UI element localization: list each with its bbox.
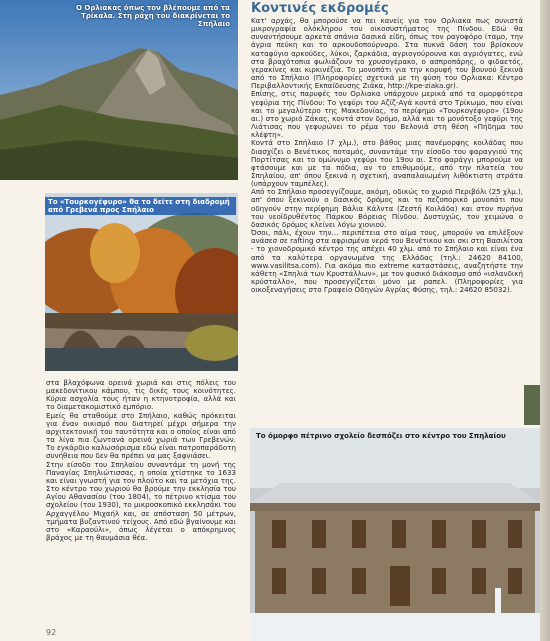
school-photo [250,428,540,641]
article-title: Κοντινές εκδρομές [251,1,389,16]
page-edge [540,0,550,641]
paragraph: Στην είσοδο του Σπηλαίου συναντάμε τη μονή της Παναγίας Σπηλιώτισσας, η οποία χτίστηκε το 1633 και είναι γνωστή για τον πλούτο και τα μετόχια της. Στο κέντρο του χωριού θα βρούμε την εκκλησία του Αγίου Αθανασίου (του 1804), το πέτρινο κτίσμα του σχολείου (του 1930), το μικροσκοπικό εκκλησάκι του Αρχαγγέλου Μιχαήλ και, σε απόσταση 50 μέτρων, τμήματα βυζαντινού τείχους. Από εδώ βγαίνουμε και στο «Καραούλι», όπως λέγεται ο απόκρημνος βράχος με τη θαυμάσια θέα. [46,459,237,542]
bridge-caption: Το «Τουρκογέφυρο» θα το δείτε στη διαδρομή από Γρεβενά προς Σπήλαιο [45,197,236,215]
edge-thumbnail [524,385,540,425]
paragraph: στα βλαχόφωνα ορεινά χωριά και στις πόλεις του μακεδονίτικου κάμπου, τις δικές τους κοινότητες. Κύρια ασχολία τους ήταν η κτηνοτροφία, αλλά και το διαμετακομιστικό εμπόριο. [46,378,236,412]
paragraph: Όσοι, πάλι, έχουν την… περιπέτεια στο αίμα τους, μπορούν να επιλέξουν ανάσεσ σε rafting στα αφρισμένα νερά του Βενέτικου και σκι στη Βασιλίτσα - το χιονοδρομικό κέντρο της απέχει 40 χλμ. από το Σπήλαιο και είναι ένα από τα καλύτερα οργανωμένα της Ελλάδας (τηλ.: 24620 84100, www.vasilitsa.com). Για ακόμα πιο extreme καταστάσεις, αναζητήστε την κάθετη «Σπηλιά των Κρυστάλλων», με τον φυσικό διάκοσμο από «ισλανδική κρύσταλλο», που προσεγγίζεται μόνο με ραπελ. (Πληροφορίες για οικοξεναγήσεις στο Γραφείο Οδηγών Αγρίας Φύσης, τηλ.: 24620 85032). [251,228,523,295]
paragraph: Κατ' αρχάς, θα μπορούσε να πει κανείς για τον Ορλιακα πως συνιστά μικρογραφία ολόκληρου του οικοσυστήματος της Πίνδου. Εδώ θα συναντήσουμε αρκετά σπάνια δασικά είδη, όπως τον ραγοφόρο ίταμο, την άγρια πεύκη και το αρκουδοπούρναρο. Στα πυκνά δάση του βρίσκουν καταφύγιο αρκούδες, λύκοι, ζαρκάδια, αγριογούρουνα και αγριόγατες, ενώ στα βραχότοπια φωλιάζουν το χρυσογέρακο, ο ασπροπάρης, ο φιδαετός, γερακίνες και κιρκινέζια. Το μονοπάτι για την κορυφή του βουνού ξεκινά από το Σπήλαιο (Πληροφορίες σχετικά με τη φύση του Ορλιακα: Κέντρο Περιβαλλοντικής Εκπαίδευσης Ζιάκα, http://kpe-ziaka.gr). [251,16,523,91]
left-column [46,379,236,542]
mountain-caption: Ο Ορλιακας όπως τον βλέπουμε από τα Τρίκαλα. Στη ράχη του διακρίνεται το Σπήλαιο [76,4,230,28]
page-number: 92 [46,628,57,637]
right-column [251,17,523,294]
school-caption: Το όμορφο πέτρινο σχολείο δεσπόζει στο κέντρο του Σπηλαίου [256,432,506,440]
paragraph: Κοντά στο Σπήλαιο (7 χλμ.), στο βάθος μιας πανέμορφης κοιλάδας που διασχίζει ο Βενέτικος ποταμός, συναντάμε την είσοδο του φαραγγιού της Πορτίτσας και το ομώνυμο γεφύρι του 19ου αι. Στο φαράγγι μπορούμε να φτάσουμε και με τα πόδια, αν το επιθυμούμε, από την πλατεία του Σπηλαίου, απ' όπου ξεκινά η σχετική, αναπαλαιωμένη λιθόκτιστη στράτα (υπάρχουν ταμπέλες). [251,138,523,189]
paragraph: Εμείς θα σταθούμε στο Σπήλαιο, καθώς πρόκειται για έναν οικισμό που διατηρεί μέχρι σήμερα την αρχιτεκτονική του ταυτότητα και ο οποίος είναι από τα λίγα πια ζωντανά ορεινά χωριά των Γρεβενών. Το εγκάρδιο καλωσόρισμα εδώ είναι πατροπαράδοτη συνήθεια που δεν θα πρέπει να μας ξαφνιάσει. [46,410,236,461]
bridge-photo [45,193,238,371]
paragraph: Από το Σπήλαιο προσεγγίζουμε, ακόμη, οδικώς το χωριό Περιβόλι (25 χλμ.), απ' όπου ξεκινούν ο δασικός δρόμος και το πεζοπορικό μονοπάτι που οδηγούν στην περίφημη Βάλια Κάλντα (Ζεστή Κοιλάδα) και στον πυρήνα του νεοϊδρυθέντος Πάρκου Βόρειας Πίνδου. Δυστυχώς, τον χειμώνα ο δασικός δρόμος κλείνει λόγω χιονιού. [251,187,523,229]
mountain-photo [0,0,238,180]
paragraph: Επίσης, στις παρυφές του Ορλιακα υπάρχουν μερικά από τα ομορφότερα γεφύρια της Πίνδου: Το γεφύρι του Αζίζ-Αγά κοντά στο Τρίκωμο, που είναι και το μεγαλύτερο της Μακεδονίας, το περίφημο «Τουρκογέφυρο» (19ου αι.) στο χωριό Ζάκας, κοντά στον δρόμο, αλλά και το μονότοξο γεφύρι της Λιάτισας που γεφυρώνει το ρέμα του Βελονιά στη θέση «Πήδημα του κλέφτη». [251,89,523,140]
